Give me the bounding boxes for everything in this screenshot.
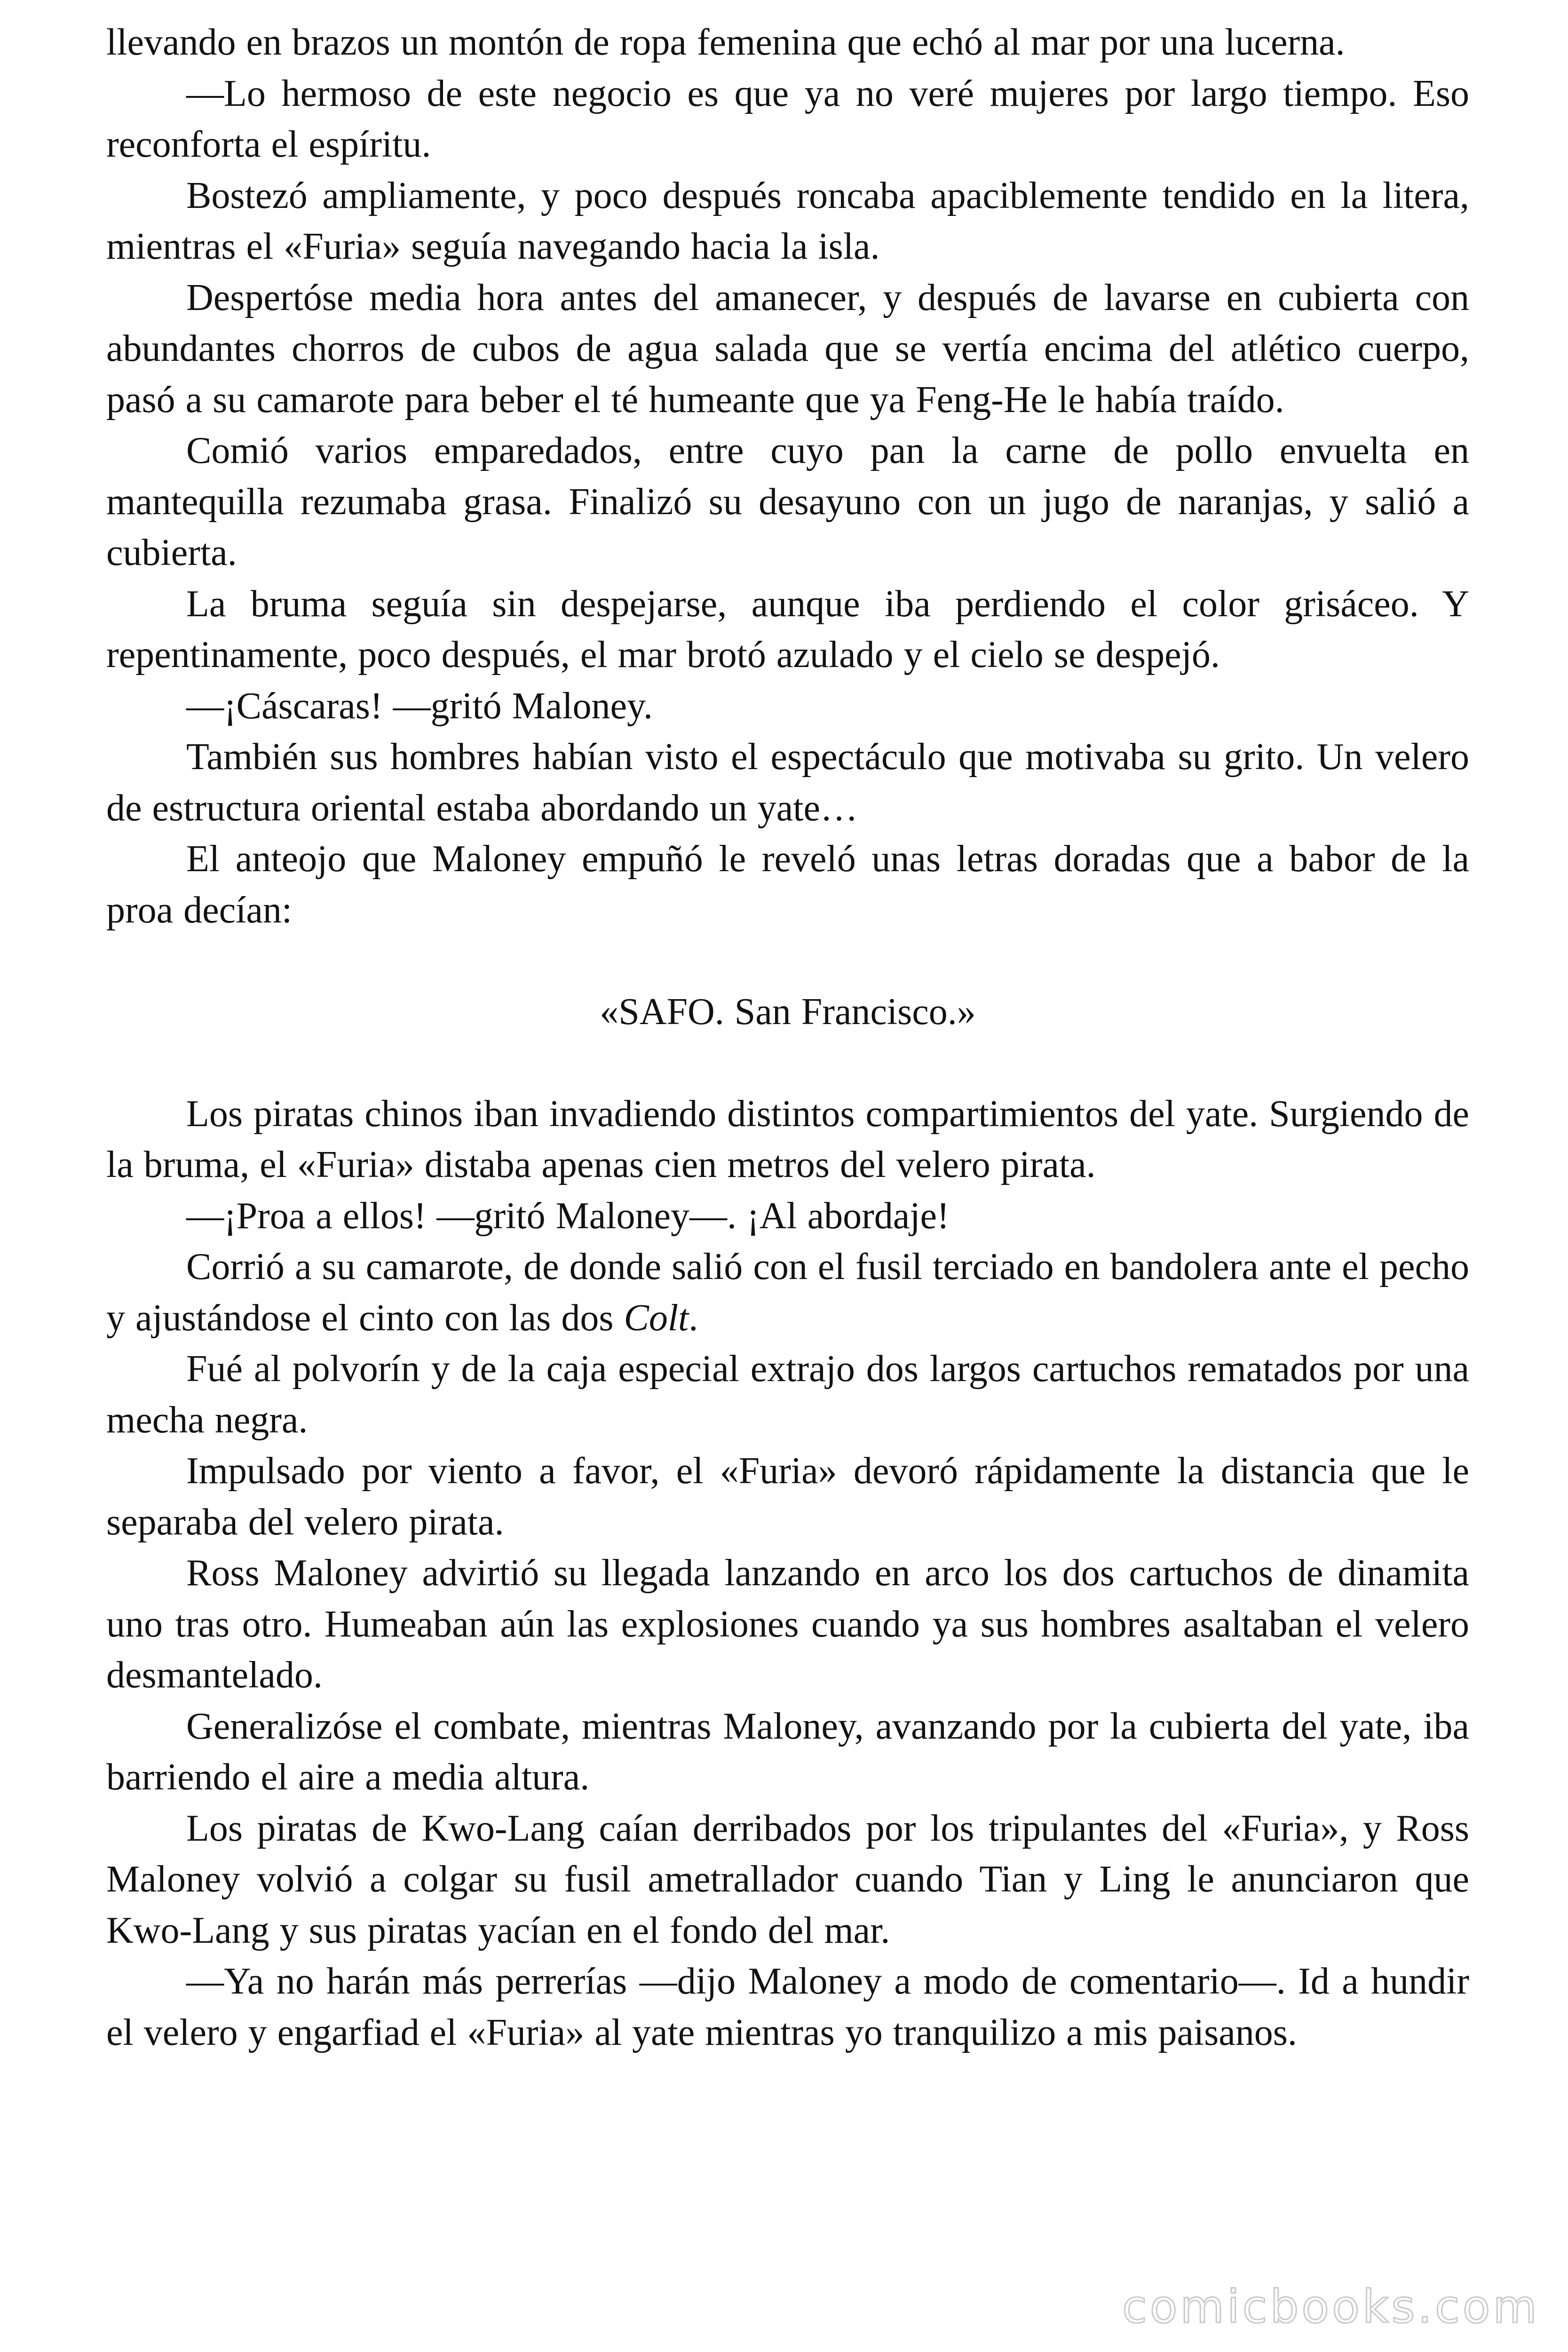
- paragraph-16: Generalizóse el combate, mientras Maloney, avanzando por la cubierta del yate, iba barriendo el aire a media altura.: [106, 1705, 1469, 1798]
- paragraph-13: Fué al polvorín y de la caja especial extrajo dos largos cartuchos rematados por una mecha negra.: [106, 1348, 1469, 1441]
- watermark-logo: comicbooks.com: [1122, 2280, 1540, 2333]
- paragraph-7: —¡Cáscaras! —gritó Maloney.: [186, 685, 653, 727]
- paragraph-2: —Lo hermoso de este negocio es que ya no veré mujeres por largo tiempo. Eso reconforta el espíritu.: [106, 72, 1469, 165]
- paragraph-12: [106, 1241, 1469, 1343]
- paragraph-12-end: .: [689, 1297, 698, 1339]
- paragraph-18: —Ya no harán más perrerías —dijo Maloney a modo de comentario—. Id a hundir el velero y engarfiad el «Furia» al yate mientras yo tranquilizo a mis paisanos.: [106, 1961, 1469, 2053]
- book-page: [106, 17, 1469, 2058]
- paragraph-6: La bruma seguía sin despejarse, aunque iba perdiendo el color grisáceo. Y repentinamente, poco después, el mar brotó azulado y el cielo se despejó.: [106, 583, 1469, 675]
- paragraph-10: Los piratas chinos iban invadiendo distintos compartimientos del yate. Surgiendo de la bruma, el «Furia» distaba apenas cien metros del velero pirata.: [106, 1093, 1469, 1185]
- paragraph-8: También sus hombres habían visto el espectáculo que motivaba su grito. Un velero de estructura oriental estaba abordando un yate…: [106, 736, 1469, 829]
- paragraph-14: Impulsado por viento a favor, el «Furia» devoró rápidamente la distancia que le separaba del velero pirata.: [106, 1450, 1469, 1543]
- centered-inscription: «SAFO. San Francisco.»: [600, 991, 976, 1033]
- italic-word: Colt: [624, 1297, 689, 1339]
- paragraph-11: —¡Proa a ellos! —gritó Maloney—. ¡Al abordaje!: [186, 1195, 950, 1237]
- paragraph-17: Los piratas de Kwo-Lang caían derribados por los tripulantes del «Furia», y Ross Maloney volvió a colgar su fusil ametrallador cuando Tian y Ling le anunciaron que Kwo-Lang y sus piratas yacían en el fondo del mar.: [106, 1807, 1469, 1951]
- paragraph-5: Comió varios emparedados, entre cuyo pan la carne de pollo envuelta en mantequilla rezumaba grasa. Finalizó su desayuno con un jugo de naranjas, y salió a cubierta.: [106, 430, 1469, 573]
- paragraph-4: Despertóse media hora antes del amanecer, y después de lavarse en cubierta con abundantes chorros de cubos de agua salada que se vertía encima del atlético cuerpo, pasó a su camarote para beber el té humeante que ya Feng-He le había traído.: [106, 277, 1469, 421]
- paragraph-9: El anteojo que Maloney empuñó le reveló unas letras doradas que a babor de la proa decían:: [106, 838, 1469, 931]
- paragraph-1: llevando en brazos un montón de ropa femenina que echó al mar por una lucerna.: [106, 22, 1345, 63]
- paragraph-3: Bostezó ampliamente, y poco después roncaba apaciblemente tendido en la litera, mientras el «Furia» seguía navegando hacia la isla.: [106, 175, 1469, 267]
- paragraph-15: Ross Maloney advirtió su llegada lanzando en arco los dos cartuchos de dinamita uno tras otro. Humeaban aún las explosiones cuando ya sus hombres asaltaban el velero desmantelado.: [106, 1552, 1469, 1696]
- paragraph-12-text: Corrió a su camarote, de donde salió con el fusil terciado en bandolera ante el pecho y ajustándose el cinto con las dos: [106, 1246, 1469, 1339]
